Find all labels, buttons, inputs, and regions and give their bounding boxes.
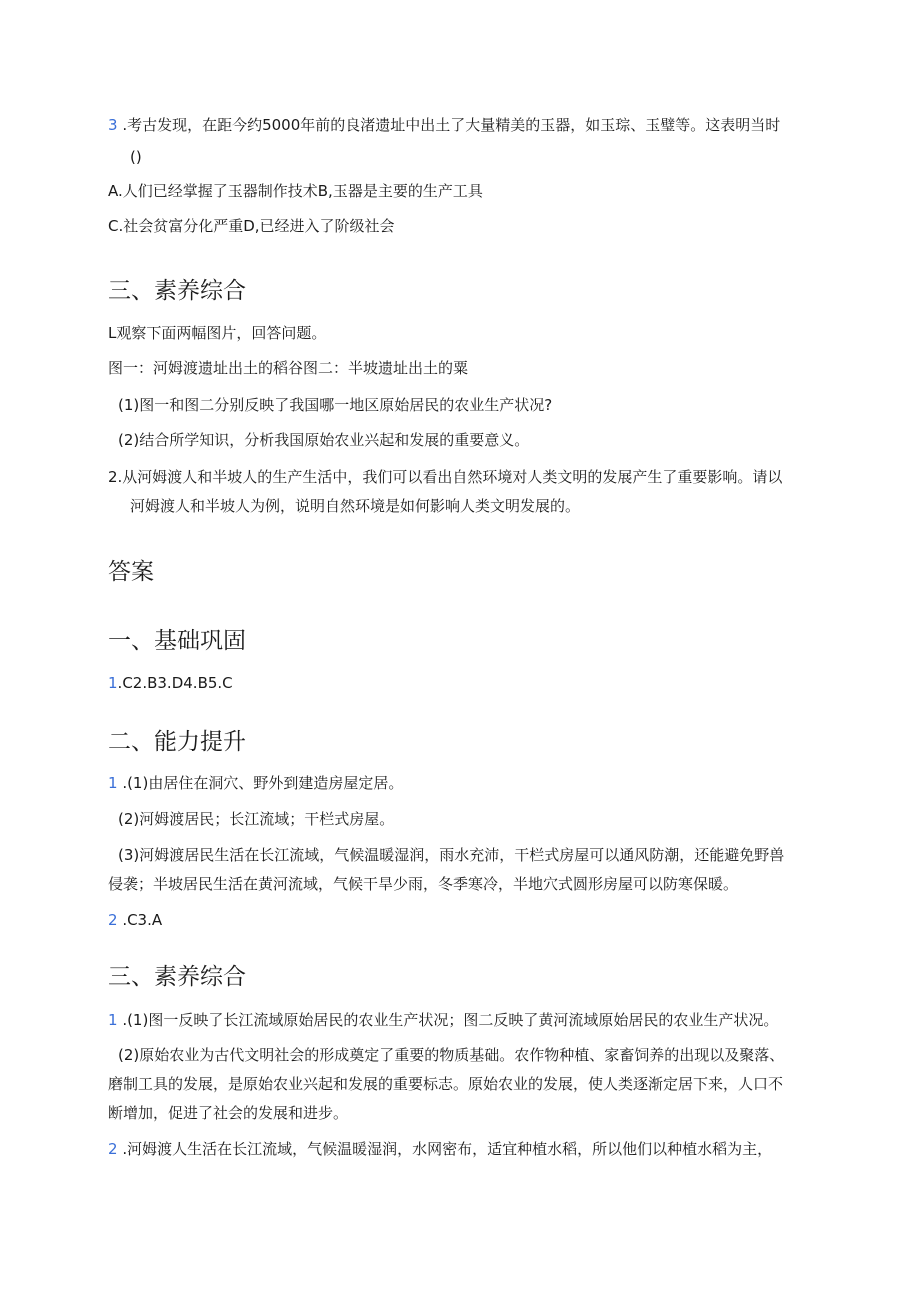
- answers-part-2-answer-2: [108, 910, 162, 930]
- answers-heading: 答案: [108, 559, 154, 585]
- question-number: 3: [108, 116, 118, 134]
- section3-question-1-part-2: (2)结合所学知识，分析我国原始农业兴起和发展的重要意义。: [118, 431, 530, 449]
- question-text: .考古发现，在距今约5000年前的良渚遗址中出土了大量精美的玉器，如玉琮、玉璧等。这表明当时: [117, 116, 781, 134]
- answer-text: .(1)由居住在洞穴、野外到建造房屋定居。: [117, 774, 404, 792]
- answers-part-3-answer-1-part-1: [108, 1010, 778, 1030]
- section3-question-1: L观察下面两幅图片，回答问题。: [108, 324, 327, 342]
- answers-part-3-answer-1-part-2-line-2: 磨制工具的发展，是原始农业兴起和发展的重要标志。原始农业的发展，使人类逐渐定居下来，人口不: [108, 1075, 784, 1093]
- answer-number: 1: [108, 1011, 118, 1029]
- answer-text: .(1)图一反映了长江流域原始居民的农业生产状况；图二反映了黄河流域原始居民的农业生产状况。: [117, 1011, 779, 1029]
- answer-text: .河姆渡人生活在长江流域，气候温暖湿润，水网密布，适宜种植水稻，所以他们以种植水稻为主，: [117, 1140, 773, 1158]
- answers-part-2-answer-1-part-3-line-2: 侵袭；半坡居民生活在黄河流域，气候干旱少雨，冬季寒冷，半地穴式圆形房屋可以防寒保暖。: [108, 875, 739, 893]
- answer-number: 1: [108, 674, 118, 692]
- section3-question-2-line-2: 河姆渡人和半坡人为例，说明自然环境是如何影响人类文明发展的。: [130, 497, 581, 515]
- answer-number: 1: [108, 774, 118, 792]
- answers-part-3-heading: 三、素养综合: [108, 964, 246, 990]
- answers-part-2-heading: 二、能力提升: [108, 729, 246, 755]
- answers-part-2-answer-1-part-3-line-1: (3)河姆渡居民生活在长江流域，气候温暖湿润，雨水充沛，干栏式房屋可以通风防潮，还能避免野兽: [118, 846, 785, 864]
- answers-part-1-heading: 一、基础巩固: [108, 628, 246, 654]
- question-3-line-1: [108, 115, 780, 135]
- section3-image-captions: 图一：河姆渡遗址出土的稻谷图二：半坡遗址出土的粟: [108, 359, 469, 377]
- question-3-options-ab: A.人们已经掌握了玉器制作技术B,玉器是主要的生产工具: [108, 182, 483, 200]
- answers-part-1-line: [108, 673, 233, 693]
- question-3-line-2: (): [130, 148, 142, 166]
- section-heading-3: 三、素养综合: [108, 278, 246, 304]
- answer-number: 2: [108, 1140, 118, 1158]
- answer-text: .C2.B3.D4.B5.C: [117, 674, 233, 692]
- answers-part-2-answer-1-part-1: [108, 773, 403, 793]
- section3-question-2-line-1: 2.从河姆渡人和半坡人的生产生活中，我们可以看出自然环境对人类文明的发展产生了重要影响。请以: [108, 468, 783, 486]
- answers-part-3-answer-2: [108, 1139, 772, 1159]
- answers-part-3-answer-1-part-2-line-3: 断增加，促进了社会的发展和进步。: [108, 1104, 349, 1122]
- answers-part-3-answer-1-part-2-line-1: (2)原始农业为古代文明社会的形成奠定了重要的物质基础。农作物种植、家畜饲养的出现以及聚落、: [118, 1046, 785, 1064]
- answer-text: .C3.A: [117, 911, 163, 929]
- section3-question-1-part-1: (1)图一和图二分别反映了我国哪一地区原始居民的农业生产状况?: [118, 396, 553, 414]
- answers-part-2-answer-1-part-2: (2)河姆渡居民；长江流域；干栏式房屋。: [118, 810, 395, 828]
- question-3-options-cd: C.社会贫富分化严重D,已经进入了阶级社会: [108, 217, 395, 235]
- answer-number: 2: [108, 911, 118, 929]
